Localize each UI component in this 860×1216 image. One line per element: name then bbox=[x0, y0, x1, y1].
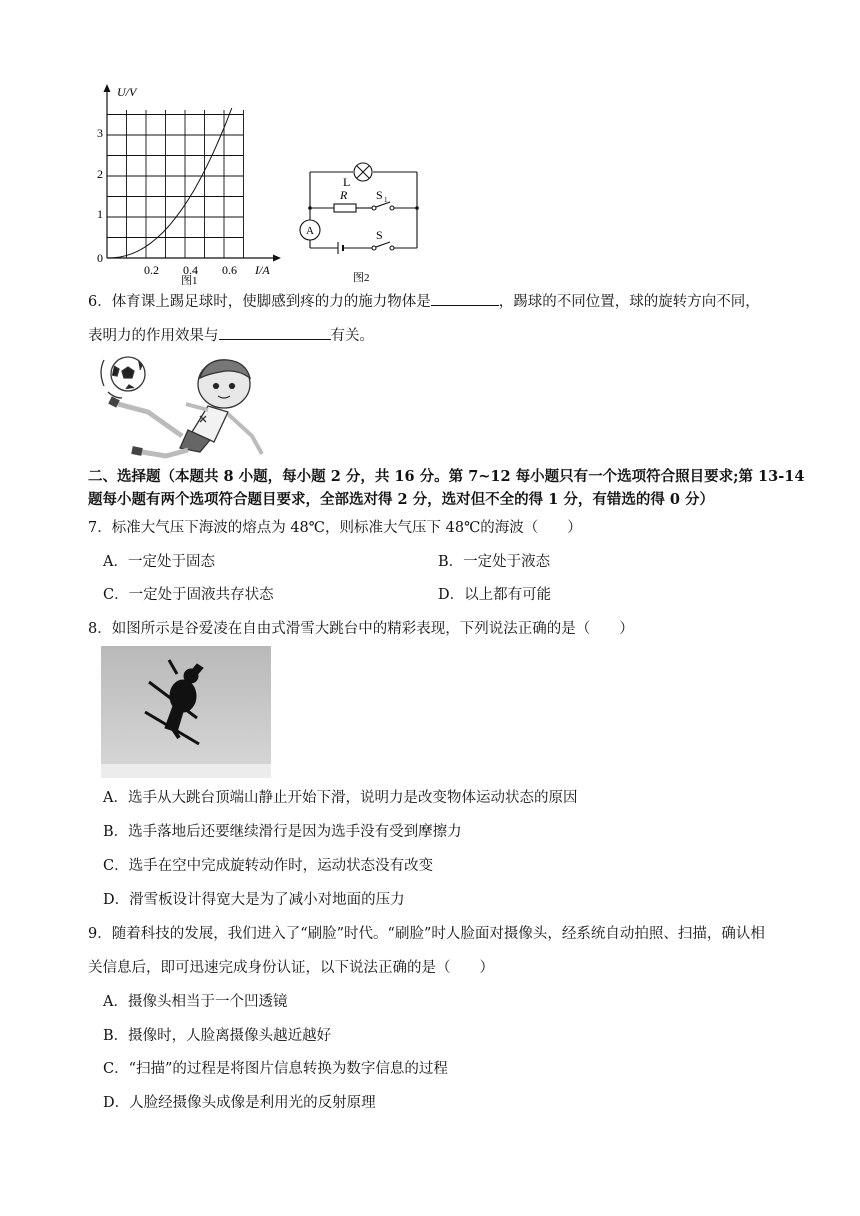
q8-option-c: C．选手在空中完成旋转动作时，运动状态没有改变 bbox=[103, 858, 434, 874]
ammeter-label: A bbox=[306, 225, 314, 237]
q9-stem-line1: 9．随着科技的发展，我们进入了“刷脸”时代。“刷脸”时人脸面对摄像头，经系统自动拍照、扫描，确认相 bbox=[88, 926, 765, 942]
switch1-label: S bbox=[376, 188, 383, 202]
q9-stem-line2: 关信息后，即可迅速完成身份认证，以下说法正确的是（ ） bbox=[88, 960, 494, 976]
y-tick-1: 1 bbox=[97, 207, 103, 221]
q8-option-b: B．选手落地后还要继续滑行是因为选手没有受到摩擦力 bbox=[103, 824, 462, 840]
q8-option-a: A．选手从大跳台顶端山静止开始下滑，说明力是改变物体运动状态的原因 bbox=[103, 790, 578, 806]
y-axis-label: U/V bbox=[117, 85, 137, 99]
q9-option-b: B．摄像时，人脸离摄像头越近越好 bbox=[103, 1028, 332, 1044]
soccer-kick-illustration bbox=[96, 352, 268, 464]
q6-blank1 bbox=[431, 291, 499, 306]
q7-stem: 7．标准大气压下海波的熔点为 48℃，则标准大气压下 48℃的海波（ ） bbox=[88, 520, 582, 536]
q8-option-d: D．滑雪板设计得宽大是为了减小对地面的压力 bbox=[103, 892, 405, 908]
q8-stem: 8．如图所示是谷爱凌在自由式滑雪大跳台中的精彩表现，下列说法正确的是（ ） bbox=[88, 621, 634, 637]
figure1-caption: 图1 bbox=[181, 275, 198, 285]
x-tick-0-2: 0.2 bbox=[144, 263, 159, 277]
origin-label: 0 bbox=[97, 251, 103, 265]
lamp-label: L bbox=[343, 175, 351, 189]
switch1-sub: 1 bbox=[384, 196, 388, 204]
q6-line1: 6．体育课上踢足球时，使脚感到疼的力的施力物体是 ，踢球的不同位置，球的旋转方向不同， bbox=[88, 291, 760, 312]
figure2-caption: 图2 bbox=[353, 272, 370, 284]
q9-option-a: A．摄像头相当于一个凹透镜 bbox=[103, 994, 288, 1010]
u-i-curve bbox=[107, 108, 232, 258]
q7-option-d: D．以上都有可能 bbox=[438, 587, 552, 603]
section2-header-line1: 二、选择题（本题共 8 小题，每小题 2 分，共 16 分。第 7~12 每小题只有一个选项符合照目要求;第 13-14 bbox=[88, 468, 805, 485]
q7-option-c: C．一定处于固液共存状态 bbox=[103, 587, 274, 603]
q6-line2: 表明力的作用效果与 有关。 bbox=[88, 325, 374, 346]
y-tick-3: 3 bbox=[97, 126, 103, 140]
x-tick-0-4: 0.4 bbox=[183, 263, 198, 277]
section2-header-line2: 题每小题有两个选项符合题目要求，全部选对得 2 分，选对但不全的得 1 分，有错选的得 0 分） bbox=[88, 491, 715, 508]
figure1-graph bbox=[95, 80, 285, 285]
y-tick-2: 2 bbox=[97, 167, 103, 181]
resistor-label: R bbox=[340, 188, 348, 202]
q9-option-c: C．“扫描”的过程是将图片信息转换为数字信息的过程 bbox=[103, 1061, 448, 1077]
q6-blank2 bbox=[219, 325, 331, 340]
switch-label: S bbox=[376, 228, 383, 242]
q9-option-d: D．人脸经摄像头成像是利用光的反射原理 bbox=[103, 1095, 376, 1111]
x-tick-0-6: 0.6 bbox=[222, 263, 237, 277]
figure2-circuit bbox=[290, 150, 430, 285]
q7-option-a: A．一定处于固态 bbox=[103, 554, 215, 570]
q7-option-b: B．一定处于液态 bbox=[438, 554, 551, 570]
skier-photo bbox=[101, 646, 271, 778]
x-axis-label: I/A bbox=[255, 263, 270, 277]
